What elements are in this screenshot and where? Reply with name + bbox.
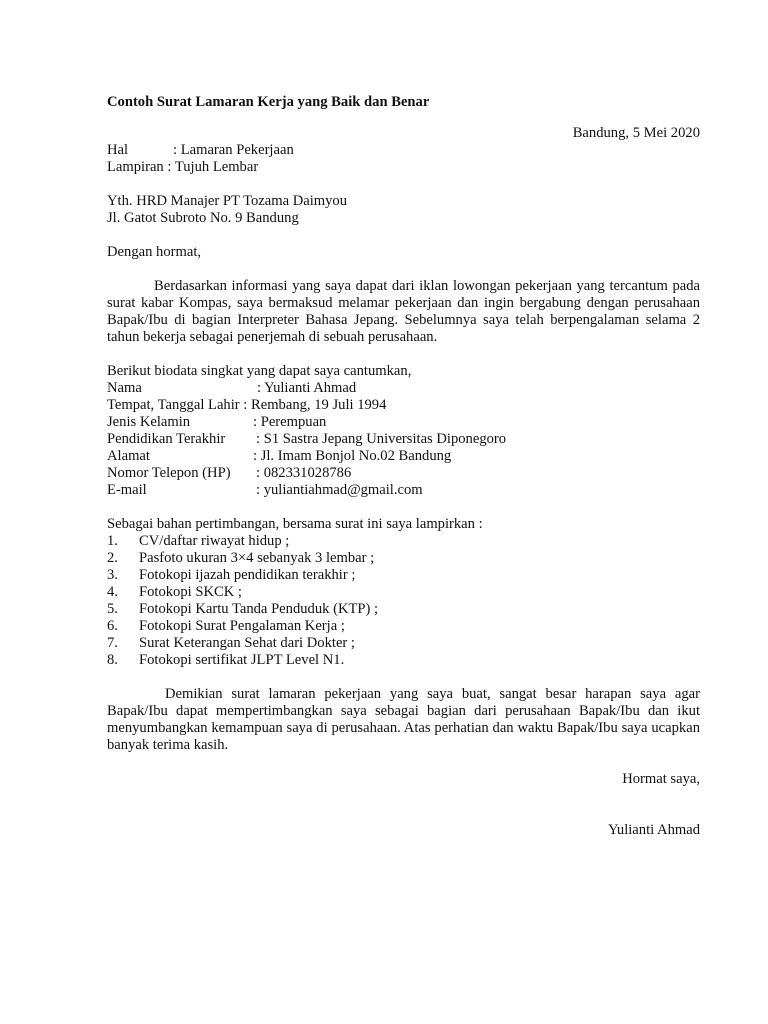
biodata-label: Tempat, Tanggal Lahir xyxy=(107,397,240,413)
biodata-value: : yuliantiahmad@gmail.com xyxy=(256,482,423,498)
hal-label: Hal xyxy=(107,142,129,158)
recipient-line-1: Yth. HRD Manajer PT Tozama Daimyou xyxy=(107,193,348,209)
list-text: Fotokopi Kartu Tanda Penduduk (KTP) ; xyxy=(139,601,379,617)
list-text: CV/daftar riwayat hidup ; xyxy=(139,533,290,549)
list-number: 8. xyxy=(107,652,118,668)
biodata-row xyxy=(107,397,700,414)
recipient-line-2: Jl. Gatot Subroto No. 9 Bandung xyxy=(107,210,299,226)
biodata-row xyxy=(107,465,700,482)
biodata-row xyxy=(107,448,700,465)
biodata-intro: Berikut biodata singkat yang dapat saya cantumkan, xyxy=(107,363,412,379)
closing-block xyxy=(107,686,700,754)
letter-page xyxy=(107,94,700,839)
closing-paragraph: Demikian surat lamaran pekerjaan yang saya buat, sangat besar harapan saya agar Bapak/Ibu dapat mempertimbangkan saya sebagai bagian dari perusahaan Bapak/Ibu dan ikut menyumbangkan kemampuan saya di perusahaan. Atas perhatian dan waktu Bapak/Ibu saya ucapkan banyak terima kasih. xyxy=(107,686,700,753)
biodata-label: E-mail xyxy=(107,482,147,498)
hal-row xyxy=(107,142,700,159)
biodata-row xyxy=(107,380,700,397)
hal-value: : Lamaran Pekerjaan xyxy=(173,142,294,158)
biodata-block xyxy=(107,363,700,499)
letter-date: Bandung, 5 Mei 2020 xyxy=(572,125,700,141)
list-number: 2. xyxy=(107,550,118,566)
biodata-label: Nama xyxy=(107,380,142,396)
biodata-label: Nomor Telepon (HP) xyxy=(107,465,231,481)
list-number: 1. xyxy=(107,533,118,549)
biodata-value: : 082331028786 xyxy=(256,465,352,481)
biodata-row xyxy=(107,431,700,448)
biodata-value: : Yulianti Ahmad xyxy=(257,380,357,396)
list-text: Fotokopi SKCK ; xyxy=(139,584,242,600)
lampiran-value: : Tujuh Lembar xyxy=(163,159,259,175)
list-number: 6. xyxy=(107,618,118,634)
list-item xyxy=(107,550,700,567)
letter-title: Contoh Surat Lamaran Kerja yang Baik dan Benar xyxy=(107,94,430,110)
lampiran-label: Lampiran xyxy=(107,159,164,175)
list-item xyxy=(107,533,700,550)
list-item xyxy=(107,618,700,635)
list-text: Fotokopi ijazah pendidikan terakhir ; xyxy=(139,567,356,583)
list-item xyxy=(107,652,700,669)
intro-paragraph: Berdasarkan informasi yang saya dapat dari iklan lowongan pekerjaan yang tercantum pada surat kabar Kompas, saya bermaksud melamar pekerjaan dan ingin bergabung dengan perusahaan Bapak/Ibu di bagian Interpreter Bahasa Jepang. Sebelumnya saya telah berpengalaman selama 2 tahun bekerja sebagai penerjemah di sebuah perusahaan. xyxy=(107,278,700,345)
list-item xyxy=(107,601,700,618)
biodata-value: : S1 Sastra Jepang Universitas Diponegoro xyxy=(256,431,507,447)
biodata-row xyxy=(107,482,700,499)
list-text: Fotokopi Surat Pengalaman Kerja ; xyxy=(139,618,345,634)
attachments-block xyxy=(107,516,700,669)
biodata-label: Jenis Kelamin xyxy=(107,414,191,430)
greeting-text: Dengan hormat, xyxy=(107,244,202,260)
recipient-block xyxy=(107,193,700,227)
biodata-row xyxy=(107,414,700,431)
list-number: 5. xyxy=(107,601,118,617)
list-item xyxy=(107,567,700,584)
signature-block xyxy=(107,822,700,839)
list-number: 3. xyxy=(107,567,118,583)
biodata-label: Alamat xyxy=(107,448,150,464)
lampiran-row xyxy=(107,159,700,176)
list-item xyxy=(107,635,700,652)
biodata-value: : Rembang, 19 Juli 1994 xyxy=(239,397,387,413)
letter-subject-block xyxy=(107,142,700,176)
list-text: Surat Keterangan Sehat dari Dokter ; xyxy=(139,635,355,651)
signature-name: Yulianti Ahmad xyxy=(607,822,700,838)
biodata-value: : Jl. Imam Bonjol No.02 Bandung xyxy=(253,448,452,464)
greeting xyxy=(107,244,700,261)
sign-off-block xyxy=(107,771,700,788)
list-text: Fotokopi sertifikat JLPT Level N1. xyxy=(139,652,345,668)
list-item xyxy=(107,584,700,601)
list-number: 7. xyxy=(107,635,118,651)
sign-off: Hormat saya, xyxy=(622,771,700,787)
list-text: Pasfoto ukuran 3×4 sebanyak 3 lembar ; xyxy=(139,550,375,566)
intro-block xyxy=(107,278,700,346)
attachments-intro: Sebagai bahan pertimbangan, bersama surat ini saya lampirkan : xyxy=(107,516,483,532)
biodata-value: : Perempuan xyxy=(253,414,327,430)
biodata-label: Pendidikan Terakhir xyxy=(107,431,226,447)
list-number: 4. xyxy=(107,584,118,600)
